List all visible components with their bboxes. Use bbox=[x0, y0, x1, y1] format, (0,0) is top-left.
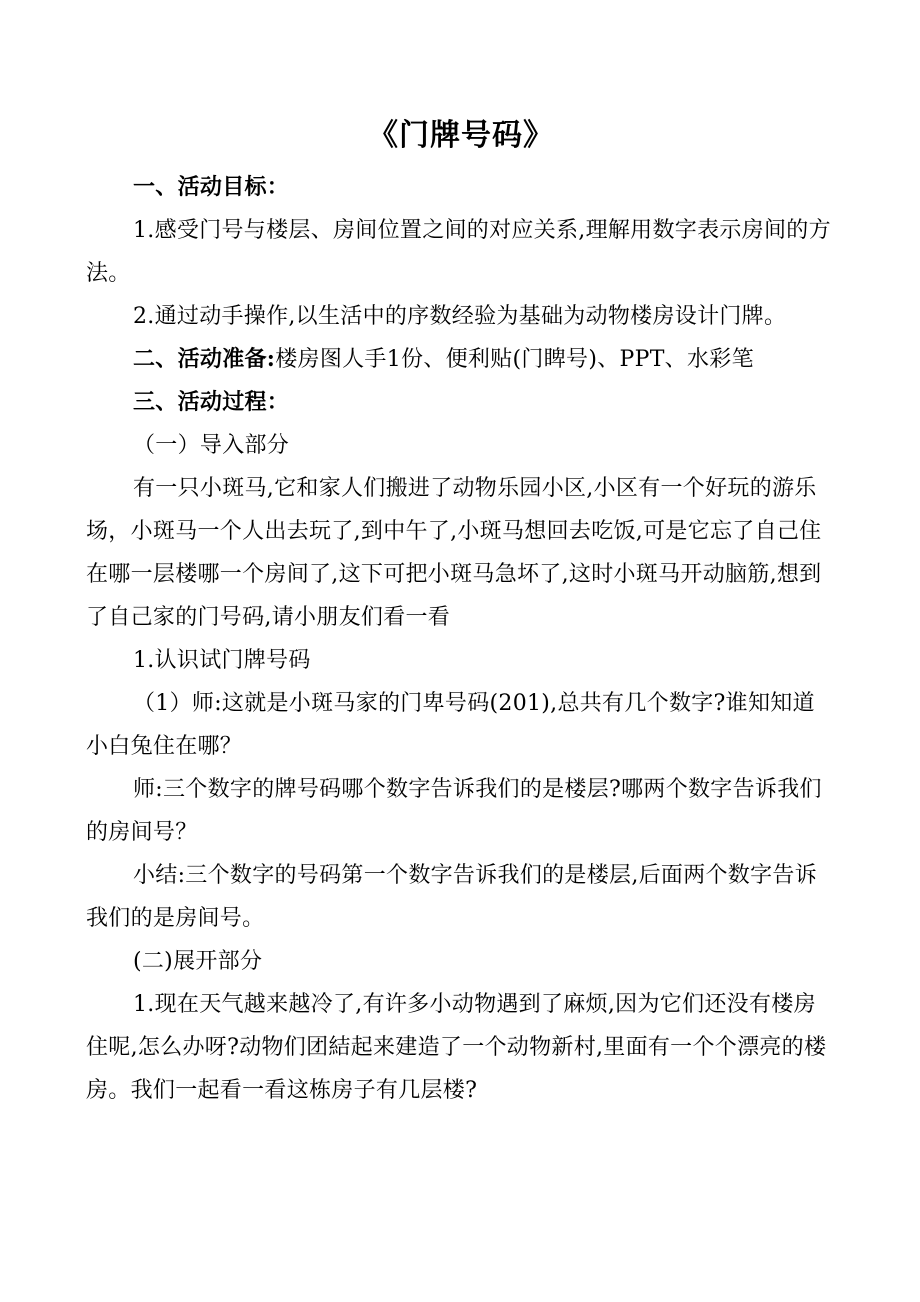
preparation-text: 楼房图人手1份、便利贴(门睥号)、PPT、水彩笔 bbox=[275, 347, 754, 372]
last-paragraph: 1.现在天气越来越冷了,有许多小动物遇到了麻烦,因为它们还没有楼房住呢,怎么办呀?动物们团結起来建造了一个动物新村,里面有一个个漂亮的楼房。我们一起看一看这栋房子有几层楼? bbox=[86, 992, 827, 1103]
goal-item-1: 1.感受门号与楼层、房间位置之间的对应关系,理解用数字表示房间的方法。 bbox=[86, 218, 831, 286]
document-title: 《门牌号码》 bbox=[368, 118, 554, 153]
subsection-expand: (二)展开部分 bbox=[133, 949, 263, 974]
question-paragraph-1: （1）师:这就是小斑马家的门卑号码(201),总共有几个数字?谁知知道小白兔住在哪？ bbox=[86, 691, 815, 759]
question-paragraph-2: 师:三个数字的牌号码哪个数字告诉我们的是楼层?哪两个数字告诉我们的房间号？ bbox=[86, 777, 822, 845]
section-heading-goals: 一、活动目标： bbox=[133, 174, 290, 200]
summary-paragraph: 小结:三个数字的号码第一个数字告诉我们的是楼层,后面两个数字告诉我们的是房间号。 bbox=[86, 863, 818, 931]
section-heading-preparation: 二、活动准备: bbox=[133, 346, 276, 372]
story-paragraph: 有一只小斑马,它和家人们搬进了动物乐园小区,小区有一个好玩的游乐场，小斑马一个人出去玩了,到中午了,小斑马想回去吃饭,可是它忘了自己住在哪一层楼哪一个房间了,这下可把小斑马急坏了,这时小斑马开动脑筋,想到了自己家的门号码,请小朋友们看一看 bbox=[86, 476, 822, 630]
section-preparation bbox=[86, 338, 836, 381]
step-heading: 1.认识试门牌号码 bbox=[133, 648, 311, 673]
subsection-intro: （一）导入部分 bbox=[133, 433, 290, 458]
section-heading-process: 三、活动过程： bbox=[133, 389, 290, 415]
goal-item-2: 2.通过动手操作,以生活中的序数经验为基础为动物楼房设计门牌。 bbox=[133, 304, 787, 329]
